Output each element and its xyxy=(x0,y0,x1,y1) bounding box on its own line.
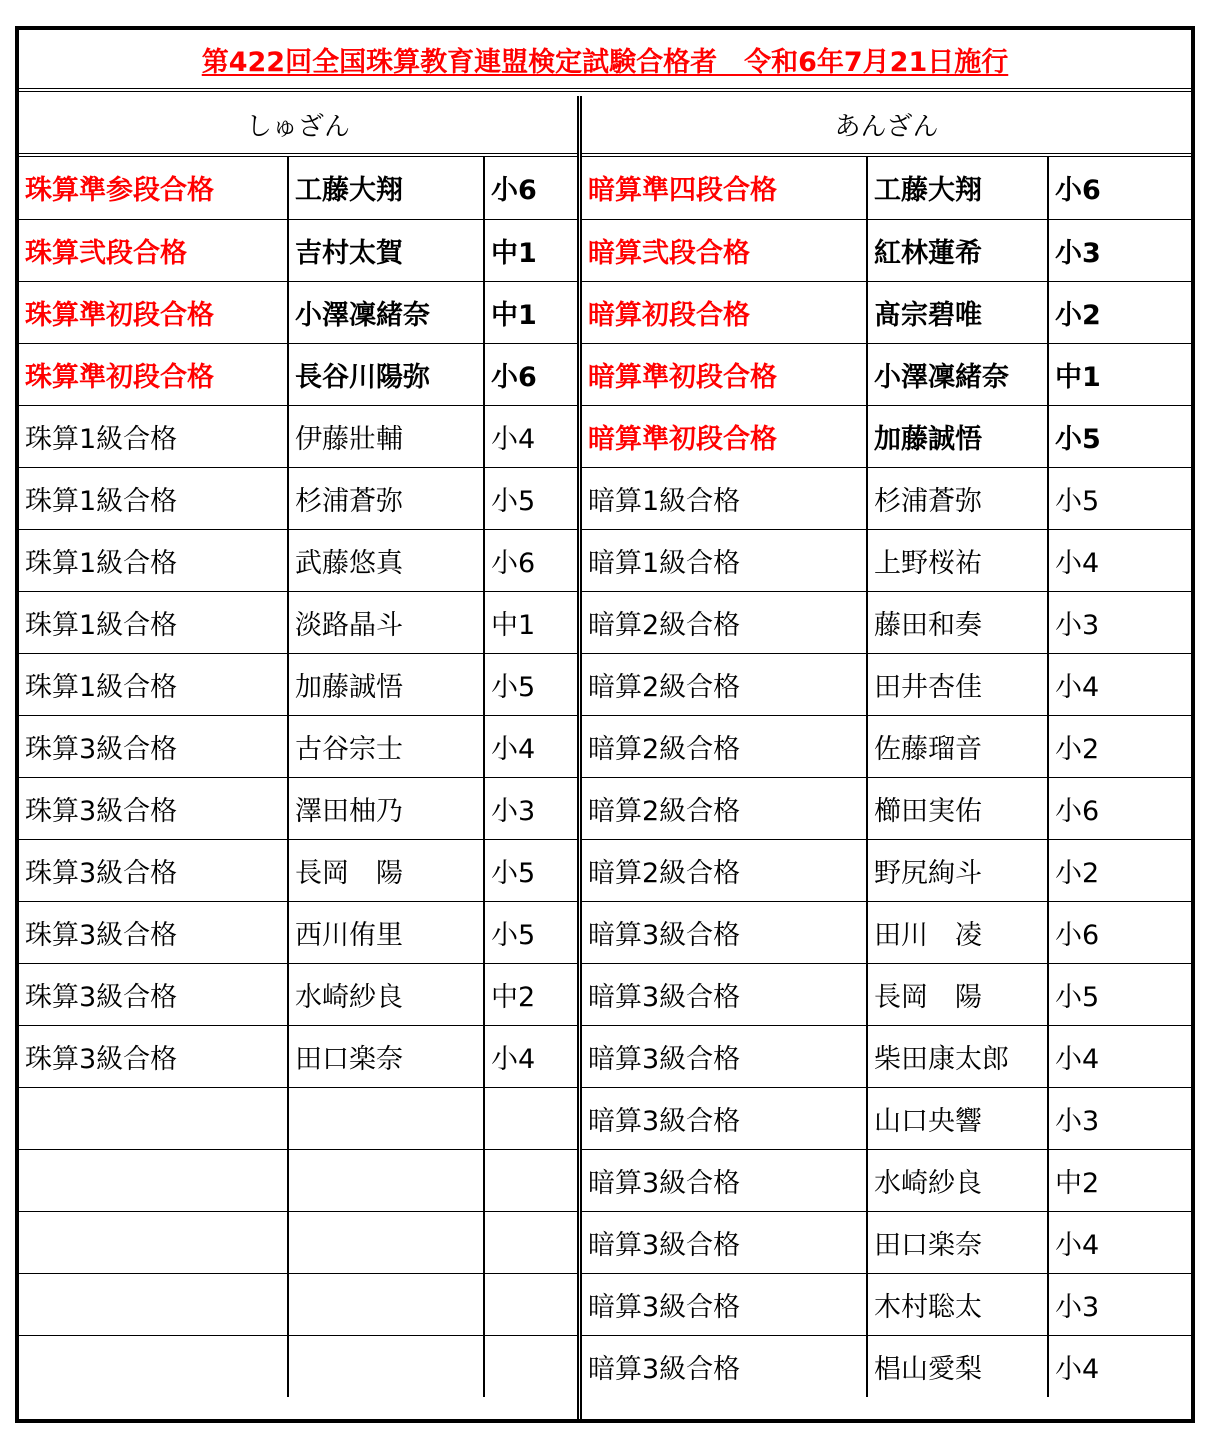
shuzan-name-cell: 加藤誠悟 xyxy=(288,653,484,715)
shuzan-grade-cell xyxy=(19,1273,288,1335)
shuzan-grade-cell: 珠算弐段合格 xyxy=(19,219,288,281)
shuzan-year-cell xyxy=(484,1087,577,1149)
results-sheet xyxy=(15,26,1195,1423)
table-row xyxy=(582,467,1191,529)
shuzan-grade-cell xyxy=(19,1211,288,1273)
shuzan-year-cell: 小5 xyxy=(484,653,577,715)
anzan-grade-cell: 暗算1級合格 xyxy=(582,529,867,591)
shuzan-grade-cell: 珠算1級合格 xyxy=(19,405,288,467)
table-row xyxy=(582,1025,1191,1087)
anzan-year-cell: 小5 xyxy=(1048,467,1191,529)
anzan-grade-cell: 暗算3級合格 xyxy=(582,963,867,1025)
anzan-name-cell: 田口楽奈 xyxy=(867,1211,1048,1273)
anzan-grade-cell: 暗算3級合格 xyxy=(582,901,867,963)
shuzan-grade-cell xyxy=(19,1149,288,1211)
table-row xyxy=(19,1273,577,1335)
table-row xyxy=(19,591,577,653)
anzan-year-cell: 小6 xyxy=(1048,901,1191,963)
table-row xyxy=(19,1149,577,1211)
table-row xyxy=(19,219,577,281)
anzan-name-cell: 工藤大翔 xyxy=(867,157,1048,219)
shuzan-grade-cell: 珠算準初段合格 xyxy=(19,281,288,343)
anzan-name-cell: 椙山愛梨 xyxy=(867,1335,1048,1397)
anzan-grade-cell: 暗算3級合格 xyxy=(582,1087,867,1149)
shuzan-name-cell xyxy=(288,1211,484,1273)
anzan-year-cell: 小2 xyxy=(1048,715,1191,777)
shuzan-name-cell: 西川侑里 xyxy=(288,901,484,963)
shuzan-year-cell: 小5 xyxy=(484,467,577,529)
anzan-year-cell: 小4 xyxy=(1048,1211,1191,1273)
table-row xyxy=(19,343,577,405)
anzan-grade-cell: 暗算3級合格 xyxy=(582,1335,867,1397)
anzan-name-cell: 髙宗碧唯 xyxy=(867,281,1048,343)
shuzan-grade-cell: 珠算準初段合格 xyxy=(19,343,288,405)
shuzan-name-cell: 武藤悠真 xyxy=(288,529,484,591)
anzan-year-cell: 小2 xyxy=(1048,839,1191,901)
shuzan-year-cell: 中1 xyxy=(484,281,577,343)
anzan-grade-cell: 暗算3級合格 xyxy=(582,1149,867,1211)
anzan-grade-cell: 暗算準初段合格 xyxy=(582,405,867,467)
anzan-name-cell: 杉浦蒼弥 xyxy=(867,467,1048,529)
shuzan-year-cell xyxy=(484,1211,577,1273)
anzan-year-cell: 中2 xyxy=(1048,1149,1191,1211)
shuzan-name-cell: 工藤大翔 xyxy=(288,157,484,219)
anzan-name-cell: 長岡 陽 xyxy=(867,963,1048,1025)
shuzan-name-cell: 吉村太賀 xyxy=(288,219,484,281)
anzan-grade-cell: 暗算2級合格 xyxy=(582,715,867,777)
anzan-grade-cell: 暗算弐段合格 xyxy=(582,219,867,281)
anzan-name-cell: 田井杏佳 xyxy=(867,653,1048,715)
anzan-year-cell: 小3 xyxy=(1048,219,1191,281)
shuzan-grade-cell xyxy=(19,1087,288,1149)
anzan-grade-cell: 暗算2級合格 xyxy=(582,653,867,715)
table-row xyxy=(582,1087,1191,1149)
shuzan-name-cell xyxy=(288,1087,484,1149)
shuzan-name-cell: 古谷宗士 xyxy=(288,715,484,777)
anzan-section xyxy=(582,96,1191,1419)
anzan-table xyxy=(582,157,1191,1397)
table-row xyxy=(19,529,577,591)
shuzan-name-cell: 淡路晶斗 xyxy=(288,591,484,653)
anzan-year-cell: 中1 xyxy=(1048,343,1191,405)
anzan-name-cell: 上野桜祐 xyxy=(867,529,1048,591)
shuzan-year-cell: 小4 xyxy=(484,715,577,777)
shuzan-grade-cell: 珠算準参段合格 xyxy=(19,157,288,219)
shuzan-grade-cell: 珠算1級合格 xyxy=(19,591,288,653)
anzan-year-cell: 小3 xyxy=(1048,1273,1191,1335)
shuzan-grade-cell: 珠算1級合格 xyxy=(19,467,288,529)
anzan-year-cell: 小3 xyxy=(1048,1087,1191,1149)
shuzan-grade-cell: 珠算3級合格 xyxy=(19,715,288,777)
anzan-name-cell: 藤田和奏 xyxy=(867,591,1048,653)
shuzan-grade-cell: 珠算3級合格 xyxy=(19,777,288,839)
anzan-grade-cell: 暗算3級合格 xyxy=(582,1025,867,1087)
table-row xyxy=(19,653,577,715)
table-row xyxy=(19,467,577,529)
anzan-name-cell: 小澤凜緒奈 xyxy=(867,343,1048,405)
table-row xyxy=(19,901,577,963)
table-row xyxy=(582,777,1191,839)
anzan-grade-cell: 暗算2級合格 xyxy=(582,591,867,653)
anzan-grade-cell: 暗算3級合格 xyxy=(582,1273,867,1335)
anzan-name-cell: 櫛田実佑 xyxy=(867,777,1048,839)
shuzan-year-cell: 小3 xyxy=(484,777,577,839)
anzan-year-cell: 小4 xyxy=(1055,1353,1100,1385)
shuzan-year-cell xyxy=(484,1149,577,1211)
shuzan-name-cell: 小澤凜緒奈 xyxy=(288,281,484,343)
shuzan-year-cell: 小4 xyxy=(484,1025,577,1087)
table-row xyxy=(19,405,577,467)
shuzan-year-cell: 中1 xyxy=(484,219,577,281)
anzan-grade-cell: 暗算1級合格 xyxy=(582,467,867,529)
anzan-year-cell: 小2 xyxy=(1048,281,1191,343)
shuzan-name-cell xyxy=(288,1273,484,1335)
title-row xyxy=(19,30,1191,92)
table-row xyxy=(582,1211,1191,1273)
anzan-name-cell: 野尻絢斗 xyxy=(867,839,1048,901)
shuzan-year-cell xyxy=(484,1273,577,1335)
shuzan-table xyxy=(19,157,577,1397)
table-row xyxy=(582,901,1191,963)
table-row xyxy=(19,1087,577,1149)
anzan-header: あんざん xyxy=(582,96,1191,157)
anzan-name-cell: 山口央響 xyxy=(867,1087,1048,1149)
anzan-name-cell: 紅林蓮希 xyxy=(867,219,1048,281)
anzan-name-cell: 加藤誠悟 xyxy=(867,405,1048,467)
table-row xyxy=(19,1211,577,1273)
shuzan-year-cell: 小6 xyxy=(484,157,577,219)
table-row xyxy=(582,529,1191,591)
table-row xyxy=(582,219,1191,281)
shuzan-year-cell xyxy=(484,1335,577,1397)
table-row xyxy=(19,157,577,219)
table-row xyxy=(19,963,577,1025)
shuzan-year-cell: 小5 xyxy=(484,839,577,901)
table-row xyxy=(582,591,1191,653)
shuzan-year-cell: 中1 xyxy=(484,591,577,653)
anzan-year-cell: 小6 xyxy=(1048,157,1191,219)
anzan-year-cell: 小5 xyxy=(1048,963,1191,1025)
anzan-year-cell: 小5 xyxy=(1048,405,1191,467)
table-row xyxy=(582,1149,1191,1211)
table-row xyxy=(19,1025,577,1087)
shuzan-grade-cell: 珠算3級合格 xyxy=(19,901,288,963)
shuzan-year-cell: 小5 xyxy=(484,901,577,963)
shuzan-year-cell: 小6 xyxy=(484,343,577,405)
shuzan-name-cell: 澤田柚乃 xyxy=(288,777,484,839)
table-row xyxy=(19,1335,577,1397)
anzan-grade-cell: 暗算3級合格 xyxy=(582,1211,867,1273)
table-row xyxy=(582,715,1191,777)
table-row xyxy=(582,157,1191,219)
table-row xyxy=(582,343,1191,405)
table-row xyxy=(582,405,1191,467)
shuzan-grade-cell: 珠算1級合格 xyxy=(19,529,288,591)
table-row xyxy=(19,839,577,901)
table-row xyxy=(19,777,577,839)
anzan-grade-cell: 暗算2級合格 xyxy=(582,839,867,901)
anzan-name-cell: 佐藤瑠音 xyxy=(867,715,1048,777)
anzan-name-cell: 柴田康太郎 xyxy=(867,1025,1048,1087)
shuzan-year-cell: 小4 xyxy=(484,405,577,467)
anzan-grade-cell: 暗算初段合格 xyxy=(582,281,867,343)
shuzan-name-cell: 水崎紗良 xyxy=(288,963,484,1025)
anzan-year-cell: 小6 xyxy=(1048,777,1191,839)
table-row xyxy=(582,281,1191,343)
anzan-year-cell: 小4 xyxy=(1048,529,1191,591)
table-row xyxy=(582,963,1191,1025)
shuzan-name-cell: 杉浦蒼弥 xyxy=(288,467,484,529)
anzan-name-cell: 水崎紗良 xyxy=(867,1149,1048,1211)
shuzan-section xyxy=(19,96,577,1419)
shuzan-name-cell xyxy=(288,1149,484,1211)
page-title: 第422回全国珠算教育連盟検定試験合格者 令和6年7月21日施行 xyxy=(201,46,1009,78)
anzan-year-cell: 小4 xyxy=(1048,1025,1191,1087)
shuzan-grade-cell: 珠算1級合格 xyxy=(19,653,288,715)
shuzan-year-cell: 中2 xyxy=(484,963,577,1025)
shuzan-name-cell: 長岡 陽 xyxy=(288,839,484,901)
shuzan-grade-cell: 珠算3級合格 xyxy=(19,839,288,901)
shuzan-grade-cell: 珠算3級合格 xyxy=(19,1025,288,1087)
table-row xyxy=(582,839,1191,901)
shuzan-name-cell: 田口楽奈 xyxy=(288,1025,484,1087)
anzan-grade-cell: 暗算2級合格 xyxy=(582,777,867,839)
table-row xyxy=(582,1335,1191,1397)
shuzan-name-cell xyxy=(288,1335,484,1397)
anzan-name-cell: 木村聡太 xyxy=(867,1273,1048,1335)
shuzan-grade-cell: 珠算3級合格 xyxy=(19,963,288,1025)
table-row xyxy=(582,1273,1191,1335)
table-row xyxy=(19,281,577,343)
anzan-year-cell: 小4 xyxy=(1048,653,1191,715)
shuzan-name-cell: 伊藤壯輔 xyxy=(288,405,484,467)
shuzan-year-cell: 小6 xyxy=(484,529,577,591)
table-row xyxy=(582,653,1191,715)
anzan-year-cell: 小3 xyxy=(1048,591,1191,653)
anzan-grade-cell: 暗算準四段合格 xyxy=(582,157,867,219)
anzan-name-cell: 田川 凌 xyxy=(867,901,1048,963)
shuzan-header: しゅざん xyxy=(19,96,577,157)
shuzan-grade-cell xyxy=(19,1335,288,1397)
anzan-grade-cell: 暗算準初段合格 xyxy=(582,343,867,405)
shuzan-name-cell: 長谷川陽弥 xyxy=(288,343,484,405)
table-row xyxy=(19,715,577,777)
